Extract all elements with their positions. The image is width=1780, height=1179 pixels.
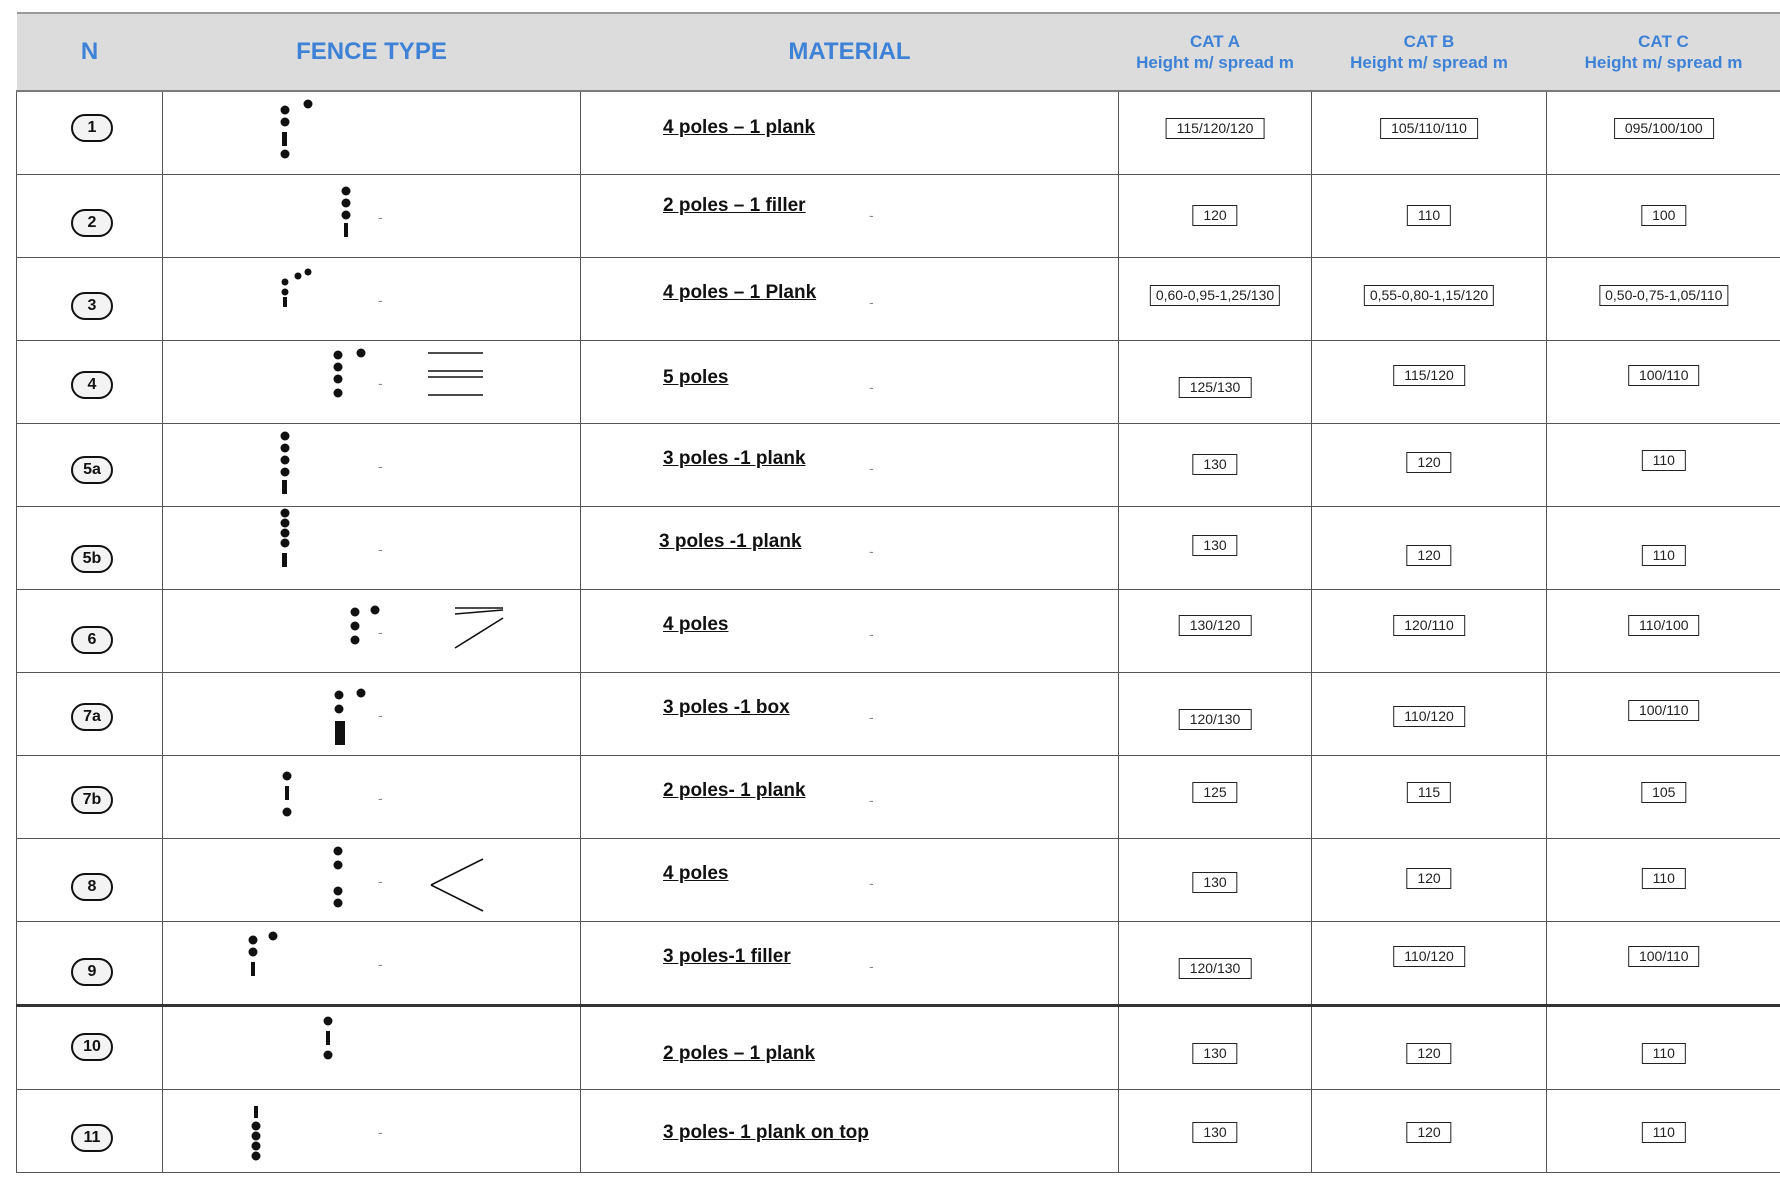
fence-type-diagram-icon: [163, 507, 581, 589]
cat-c-value: 100/110: [1628, 946, 1700, 967]
material-text: 3 poles -1 plank: [659, 531, 802, 552]
fence-type-dash: -: [378, 624, 383, 640]
header-cat-c-title: CAT C: [1638, 32, 1689, 51]
row-number-badge: 11: [71, 1124, 113, 1152]
material-text: 2 poles – 1 filler: [663, 195, 806, 216]
cat-a-cell: [1119, 922, 1312, 1006]
cat-a-cell: [1119, 341, 1312, 424]
material-dash: -: [869, 460, 874, 476]
row-number-badge: 9: [71, 958, 113, 986]
cat-c-value: 110: [1642, 1122, 1686, 1143]
cat-c-cell: [1547, 756, 1780, 839]
cat-c-cell: [1547, 922, 1780, 1006]
cat-c-cell: [1547, 507, 1780, 590]
fence-type-diagram-icon: [163, 1090, 581, 1172]
cat-c-cell: [1547, 175, 1780, 258]
material-text: 3 poles-1 filler: [663, 946, 791, 967]
cat-b-cell: [1312, 1090, 1547, 1173]
material-cell: [581, 922, 1119, 1006]
cat-b-cell: [1312, 922, 1547, 1006]
fence-type-diagram-icon: [163, 424, 581, 506]
fence-type-diagram-icon: [163, 922, 581, 1004]
table-row: [17, 424, 1780, 507]
row-number-cell: [17, 91, 163, 175]
row-number-cell: [17, 1090, 163, 1173]
table-row: [17, 673, 1780, 756]
cat-b-value: 120: [1406, 1043, 1451, 1064]
fence-type-dash: -: [378, 956, 383, 972]
cat-b-cell: [1312, 507, 1547, 590]
cat-b-cell: [1312, 341, 1547, 424]
cat-c-value: 110: [1642, 868, 1686, 889]
row-number-cell: [17, 756, 163, 839]
header-n: N: [17, 13, 163, 91]
material-cell: [581, 1006, 1119, 1090]
cat-c-value: 105: [1641, 782, 1686, 803]
fence-type-diagram-icon: [163, 258, 581, 340]
cat-a-cell: [1119, 258, 1312, 341]
fence-type-dash: -: [378, 790, 383, 806]
table-row: [17, 1090, 1780, 1173]
fence-type-dash: -: [378, 375, 383, 391]
row-number-cell: [17, 922, 163, 1006]
cat-a-cell: [1119, 507, 1312, 590]
cat-b-value: 120: [1406, 545, 1451, 566]
table-row: [17, 258, 1780, 341]
row-number-cell: [17, 424, 163, 507]
cat-b-value: 115/120: [1393, 365, 1465, 386]
fence-type-dash: -: [378, 209, 383, 225]
cat-c-value: 110: [1642, 545, 1686, 566]
cat-a-value: 120/130: [1179, 958, 1252, 979]
row-number-cell: [17, 507, 163, 590]
header-cat-b-sub: Height m/ spread m: [1350, 53, 1508, 72]
cat-b-cell: [1312, 91, 1547, 175]
cat-b-cell: [1312, 590, 1547, 673]
row-number-cell: [17, 839, 163, 922]
cat-b-cell: [1312, 673, 1547, 756]
cat-c-cell: [1547, 424, 1780, 507]
material-text: 4 poles – 1 Plank: [663, 282, 817, 303]
table-row: [17, 175, 1780, 258]
row-number-badge: 2: [71, 209, 113, 237]
cat-a-value: 0,60-0,95-1,25/130: [1150, 285, 1280, 306]
cat-c-value: 110: [1642, 1043, 1686, 1064]
material-cell: [581, 424, 1119, 507]
cat-b-value: 0,55-0,80-1,15/120: [1364, 285, 1494, 306]
header-cat-b: [1312, 13, 1547, 91]
row-number-badge: 4: [71, 371, 113, 399]
cat-b-cell: [1312, 424, 1547, 507]
table-row: [17, 756, 1780, 839]
header-cat-b-title: CAT B: [1403, 32, 1455, 51]
material-dash: -: [869, 875, 874, 891]
fence-type-diagram-icon: [163, 92, 581, 174]
material-text: 4 poles: [663, 863, 729, 884]
row-number-badge: 5a: [71, 456, 113, 484]
fence-type-cell: [163, 175, 581, 258]
material-cell: [581, 1090, 1119, 1173]
material-dash: -: [869, 792, 874, 808]
fence-type-dash: -: [378, 707, 383, 723]
cat-a-cell: [1119, 590, 1312, 673]
fence-type-cell: [163, 922, 581, 1006]
cat-a-cell: [1119, 1006, 1312, 1090]
fence-type-cell: [163, 424, 581, 507]
cat-b-value: 120: [1406, 452, 1451, 473]
cat-c-cell: [1547, 839, 1780, 922]
material-cell: [581, 341, 1119, 424]
fence-type-diagram-icon: [163, 673, 581, 755]
material-text: 2 poles- 1 plank: [663, 780, 806, 801]
cat-a-value: 120/130: [1179, 709, 1252, 730]
fence-type-diagram-icon: [163, 756, 581, 838]
table-row: [17, 507, 1780, 590]
material-text: 4 poles: [663, 614, 729, 635]
cat-a-value: 125: [1192, 782, 1237, 803]
fence-type-cell: [163, 91, 581, 175]
row-number-cell: [17, 673, 163, 756]
fence-type-dash: -: [378, 541, 383, 557]
cat-a-value: 130: [1192, 1043, 1237, 1064]
cat-b-value: 120/110: [1393, 615, 1465, 636]
cat-a-value: 125/130: [1179, 377, 1252, 398]
cat-b-value: 120: [1406, 868, 1451, 889]
header-cat-c-sub: Height m/ spread m: [1584, 53, 1743, 72]
cat-c-value: 110/100: [1628, 615, 1700, 636]
fence-type-cell: [163, 839, 581, 922]
fence-type-dash: -: [378, 1124, 383, 1140]
cat-c-value: 110: [1642, 450, 1686, 471]
material-cell: [581, 590, 1119, 673]
material-text: 3 poles- 1 plank on top: [663, 1122, 869, 1143]
fence-table: [16, 12, 1780, 1173]
cat-a-cell: [1119, 673, 1312, 756]
cat-a-value: 130/120: [1179, 615, 1252, 636]
cat-a-cell: [1119, 1090, 1312, 1173]
row-number-badge: 5b: [71, 545, 113, 573]
cat-c-cell: [1547, 1090, 1780, 1173]
fence-type-dash: -: [378, 873, 383, 889]
header-fence-type: FENCE TYPE: [163, 13, 581, 91]
cat-b-value: 110/120: [1393, 706, 1465, 727]
table-row: [17, 341, 1780, 424]
cat-b-value: 110: [1407, 205, 1451, 226]
cat-b-value: 115: [1407, 782, 1451, 803]
fence-type-cell: [163, 258, 581, 341]
row-number-cell: [17, 1006, 163, 1090]
cat-a-value: 120: [1192, 205, 1237, 226]
row-number-badge: 8: [71, 873, 113, 901]
material-cell: [581, 673, 1119, 756]
material-dash: -: [869, 379, 874, 395]
fence-type-cell: [163, 673, 581, 756]
fence-type-cell: [163, 341, 581, 424]
material-dash: -: [869, 207, 874, 223]
cat-a-value: 130: [1192, 1122, 1237, 1143]
fence-type-diagram-icon: [163, 341, 581, 423]
table-row: [17, 590, 1780, 673]
fence-type-cell: [163, 507, 581, 590]
cat-c-cell: [1547, 91, 1780, 175]
cat-c-cell: [1547, 673, 1780, 756]
cat-a-value: 115/120/120: [1166, 118, 1265, 139]
cat-c-value: 0,50-0,75-1,05/110: [1599, 285, 1728, 306]
row-number-badge: 6: [71, 626, 113, 654]
cat-b-value: 120: [1406, 1122, 1451, 1143]
cat-c-value: 100/110: [1628, 700, 1700, 721]
material-dash: -: [869, 294, 874, 310]
material-dash: -: [869, 626, 874, 642]
material-cell: [581, 839, 1119, 922]
cat-a-cell: [1119, 756, 1312, 839]
fence-type-diagram-icon: [163, 175, 581, 257]
cat-c-cell: [1547, 258, 1780, 341]
material-cell: [581, 507, 1119, 590]
cat-a-cell: [1119, 839, 1312, 922]
row-number-badge: 3: [71, 292, 113, 320]
row-number-badge: 7a: [71, 703, 113, 731]
fence-type-cell: [163, 1090, 581, 1173]
cat-c-value: 100: [1641, 205, 1686, 226]
material-dash: -: [869, 709, 874, 725]
cat-c-cell: [1547, 1006, 1780, 1090]
cat-a-cell: [1119, 424, 1312, 507]
row-number-cell: [17, 341, 163, 424]
header-row: [17, 13, 1780, 91]
material-text: 4 poles – 1 plank: [663, 117, 816, 138]
fence-type-dash: -: [378, 458, 383, 474]
material-cell: [581, 756, 1119, 839]
cat-c-value: 100/110: [1628, 365, 1700, 386]
header-cat-a: [1119, 13, 1312, 91]
cat-c-value: 095/100/100: [1614, 118, 1714, 139]
table-row: [17, 922, 1780, 1006]
header-cat-a-sub: Height m/ spread m: [1136, 53, 1294, 72]
cat-a-cell: [1119, 91, 1312, 175]
cat-b-cell: [1312, 175, 1547, 258]
cat-b-cell: [1312, 839, 1547, 922]
fence-type-diagram-icon: [163, 839, 581, 921]
material-text: 5 poles: [663, 367, 729, 388]
cat-a-value: 130: [1192, 872, 1237, 893]
cat-b-cell: [1312, 1006, 1547, 1090]
row-number-cell: [17, 590, 163, 673]
material-cell: [581, 91, 1119, 175]
row-number-badge: 7b: [71, 786, 113, 814]
fence-type-cell: [163, 590, 581, 673]
cat-b-cell: [1312, 756, 1547, 839]
material-cell: [581, 175, 1119, 258]
row-number-badge: 10: [71, 1033, 113, 1061]
material-text: 3 poles -1 plank: [663, 448, 806, 469]
header-material: MATERIAL: [581, 13, 1119, 91]
row-number-cell: [17, 175, 163, 258]
fence-type-dash: -: [378, 292, 383, 308]
fence-type-diagram-icon: [163, 1007, 581, 1089]
table-row: [17, 1006, 1780, 1090]
material-text: 3 poles -1 box: [663, 697, 790, 718]
fence-type-diagram-icon: [163, 590, 581, 672]
material-dash: -: [869, 958, 874, 974]
header-cat-c: [1547, 13, 1780, 91]
cat-b-value: 110/120: [1393, 946, 1465, 967]
header-cat-a-title: CAT A: [1189, 32, 1241, 51]
table-row: [17, 839, 1780, 922]
row-number-cell: [17, 258, 163, 341]
fence-type-cell: [163, 756, 581, 839]
cat-b-cell: [1312, 258, 1547, 341]
cat-a-value: 130: [1192, 454, 1237, 475]
material-cell: [581, 258, 1119, 341]
material-dash: -: [869, 543, 874, 559]
cat-a-cell: [1119, 175, 1312, 258]
cat-a-value: 130: [1192, 535, 1237, 556]
cat-b-value: 105/110/110: [1380, 118, 1478, 139]
row-number-badge: 1: [71, 114, 113, 142]
table-row: [17, 91, 1780, 175]
cat-c-cell: [1547, 590, 1780, 673]
cat-c-cell: [1547, 341, 1780, 424]
fence-type-cell: [163, 1006, 581, 1090]
material-text: 2 poles – 1 plank: [663, 1043, 816, 1064]
